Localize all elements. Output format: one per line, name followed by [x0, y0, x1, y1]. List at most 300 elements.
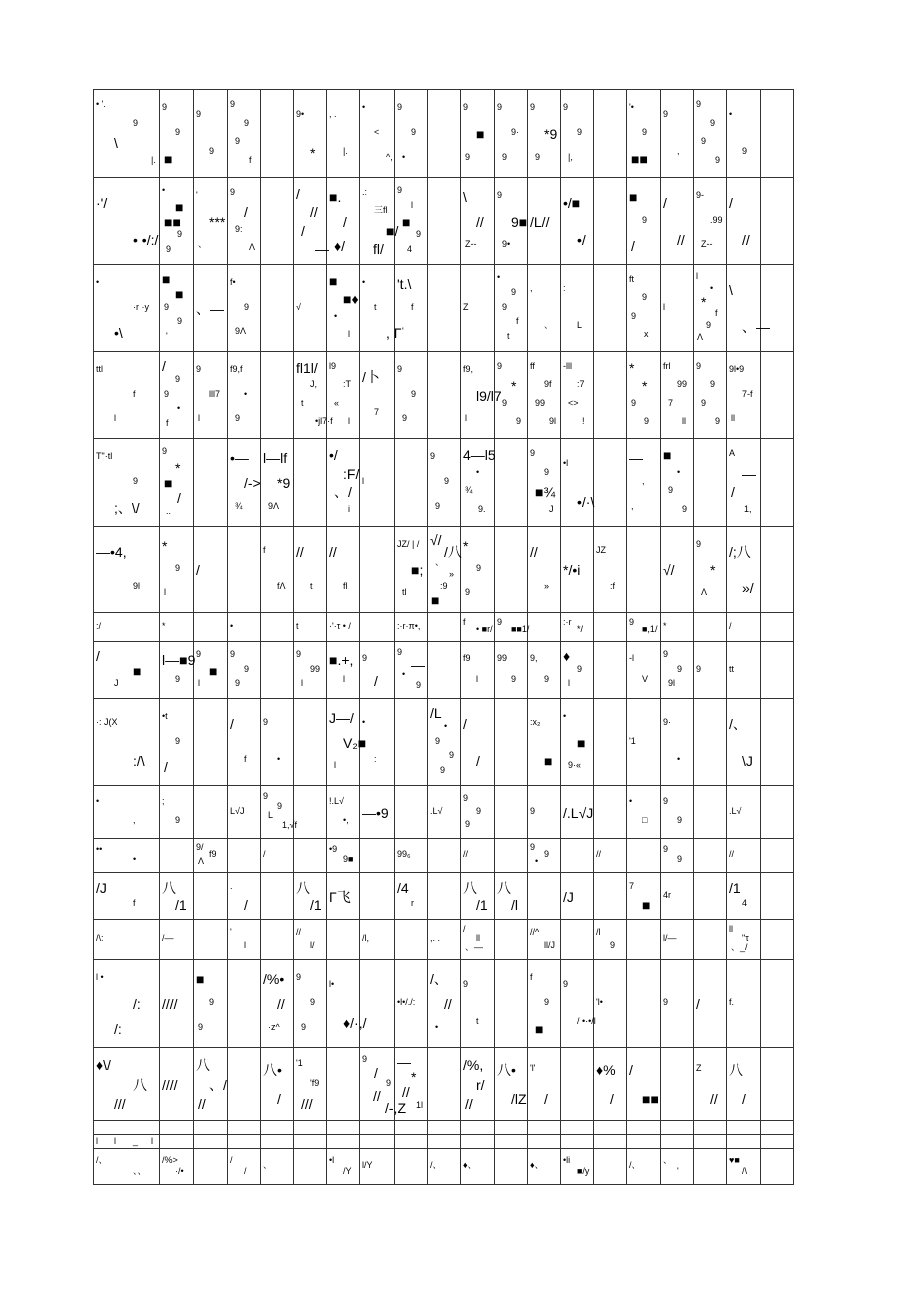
table-cell: [428, 920, 461, 960]
table-cell: [428, 960, 461, 1048]
text-fragment: /: [463, 716, 467, 732]
text-fragment: ■: [209, 663, 218, 679]
text-fragment: ***: [209, 214, 226, 230]
table-cell: [761, 178, 794, 265]
table-cell: [228, 352, 261, 439]
text-fragment: •/·\: [577, 494, 595, 510]
cell-content: [694, 960, 726, 1047]
table-cell: [594, 1149, 627, 1185]
text-fragment: .L√: [729, 806, 742, 816]
cell-content: [194, 642, 227, 698]
text-fragment: 9: [710, 379, 716, 389]
text-fragment: /: [164, 759, 168, 775]
text-fragment: 9■: [343, 854, 354, 864]
cell-content: [360, 527, 394, 612]
cell-content: [561, 1149, 593, 1184]
text-fragment: ·/•: [175, 1166, 184, 1176]
table-cell: [395, 90, 428, 178]
table-cell: [395, 1149, 428, 1185]
text-fragment: •\: [114, 325, 123, 341]
cell-content: [327, 1121, 359, 1134]
text-fragment: 9: [397, 647, 403, 657]
text-fragment: /-,Z: [385, 1100, 406, 1116]
cell-content: [727, 352, 760, 438]
table-cell: [761, 1121, 794, 1135]
cell-content: [395, 439, 427, 526]
text-fragment: 9: [668, 485, 674, 495]
text-fragment: ■.+,: [329, 652, 354, 668]
cell-content: [461, 527, 494, 612]
text-fragment: ///: [301, 1096, 313, 1112]
text-fragment: 9: [430, 451, 436, 461]
text-fragment: •: [476, 467, 480, 477]
text-fragment: •: [244, 389, 248, 399]
table-cell: [194, 265, 228, 352]
text-fragment: fl1l/: [296, 360, 318, 376]
cell-content: [528, 352, 560, 438]
text-fragment: */: [577, 624, 584, 634]
text-fragment: 9: [244, 664, 250, 674]
text-fragment: 9:: [235, 224, 243, 234]
cell-content: [360, 1149, 394, 1184]
text-fragment: 、: [663, 1155, 673, 1165]
text-fragment: /L//: [530, 214, 550, 230]
cell-content: [327, 1135, 359, 1148]
text-fragment: /—: [162, 933, 174, 943]
text-fragment: 、/: [209, 1077, 227, 1093]
text-fragment: fΛ: [277, 581, 286, 591]
text-fragment: 9: [663, 109, 669, 119]
text-fragment: ·z^: [268, 1022, 280, 1032]
text-fragment: /、: [629, 1160, 641, 1170]
cell-content: [261, 786, 297, 838]
cell-content: [761, 1048, 793, 1120]
text-fragment: •l: [563, 458, 569, 468]
text-fragment: *: [642, 378, 648, 394]
cell-content: [627, 1135, 660, 1148]
text-fragment: f: [715, 308, 718, 318]
text-fragment: , .: [329, 109, 337, 119]
cell-content: [594, 178, 626, 264]
text-fragment: ■: [629, 189, 638, 205]
table-cell: [228, 699, 261, 786]
cell-content: [94, 642, 159, 698]
cell-content: [627, 839, 660, 872]
text-fragment: :f: [610, 581, 616, 591]
cell-content: [327, 90, 359, 177]
cell-content: [661, 873, 693, 919]
cell-content: [761, 786, 793, 838]
table-cell: [761, 352, 794, 439]
text-fragment: —: [629, 450, 643, 466]
text-fragment: ■: [162, 271, 171, 287]
text-fragment: ♦、: [530, 1160, 544, 1170]
cell-content: [661, 90, 693, 177]
text-fragment: •: [677, 467, 681, 477]
cell-content: [627, 1121, 660, 1134]
text-fragment: •: [629, 796, 633, 806]
text-fragment: !: [582, 416, 585, 426]
text-fragment: //: [742, 232, 750, 248]
table-cell: [395, 439, 428, 527]
text-fragment: J: [114, 678, 119, 688]
cell-content: [594, 873, 626, 919]
text-fragment: /: [177, 490, 181, 506]
text-fragment: //: [296, 544, 304, 560]
text-fragment: /%,: [463, 1057, 484, 1073]
cell-content: [194, 839, 227, 872]
text-fragment: fl/: [373, 241, 384, 257]
cell-content: [727, 613, 760, 641]
cell-content: [261, 265, 293, 351]
text-fragment: •: [710, 283, 714, 293]
cell-content: [294, 642, 326, 698]
text-fragment: f: [530, 972, 533, 982]
cell-content: [360, 1048, 406, 1120]
table-cell: [661, 920, 694, 960]
table-cell: [94, 839, 160, 873]
text-fragment: :: [374, 754, 377, 764]
table-cell: [627, 1048, 661, 1121]
text-fragment: •l: [329, 1155, 335, 1165]
text-fragment: »: [449, 569, 455, 579]
cell-content: [261, 90, 293, 177]
text-fragment: 9-: [696, 190, 705, 200]
table-cell: [428, 839, 461, 873]
cell-content: [528, 439, 560, 526]
text-fragment: ■♦: [343, 291, 359, 307]
cell-content: [495, 1121, 527, 1134]
text-fragment: Γ飞: [329, 889, 351, 905]
text-fragment: T"·tl: [96, 451, 113, 461]
table-cell: [428, 873, 461, 920]
table-cell: [661, 1121, 694, 1135]
text-fragment: -lll: [563, 361, 572, 371]
text-fragment: 9: [502, 398, 508, 408]
text-fragment: l•: [329, 979, 335, 989]
table-cell: [495, 1135, 528, 1149]
text-fragment: 9: [133, 118, 139, 128]
cell-content: [360, 873, 394, 919]
cell-content: [661, 178, 693, 264]
cell-content: [594, 527, 626, 612]
cell-content: [261, 1121, 293, 1134]
table-cell: [294, 839, 327, 873]
table-row: [94, 642, 794, 699]
cell-content: [160, 352, 193, 438]
cell-content: [228, 642, 260, 698]
table-cell: [727, 1149, 761, 1185]
cell-content: [228, 90, 260, 177]
cell-content: [528, 90, 560, 177]
text-fragment: ll: [731, 413, 735, 423]
table-cell: [694, 960, 727, 1048]
text-fragment: ■,1/: [642, 624, 658, 634]
table-cell: [194, 90, 228, 178]
table-cell: [461, 786, 495, 839]
cell-content: [495, 873, 527, 919]
table-cell: [627, 920, 661, 960]
text-fragment: / •·•/l: [577, 1016, 596, 1026]
cell-content: [727, 642, 760, 698]
table-cell: [661, 699, 694, 786]
cell-content: [194, 699, 227, 785]
text-fragment: ·: J(X: [96, 717, 118, 727]
text-fragment: 9: [696, 664, 702, 674]
cell-content: [761, 920, 793, 959]
text-fragment: 9: [677, 664, 683, 674]
text-fragment: l: [151, 1136, 153, 1146]
table-cell: [94, 1048, 160, 1121]
cell-content: [228, 265, 260, 351]
cell-content: [661, 527, 693, 612]
text-fragment: 9: [416, 229, 422, 239]
table-cell: [694, 1135, 727, 1149]
text-fragment: .: [230, 881, 233, 891]
text-fragment: 9•: [502, 239, 511, 249]
cell-content: [94, 960, 159, 1047]
text-fragment: ,: [631, 501, 634, 511]
text-fragment: f.: [729, 997, 735, 1007]
text-fragment: 9: [263, 717, 269, 727]
text-fragment: ♦/·,/: [343, 1015, 367, 1031]
table-cell: [495, 352, 528, 439]
text-fragment: ·'/: [96, 195, 108, 211]
table-cell: [461, 352, 502, 439]
text-fragment: ..: [166, 506, 172, 516]
table-cell: [360, 90, 395, 178]
text-fragment: ■: [196, 971, 205, 987]
table-cell: [727, 642, 761, 699]
text-fragment: .:: [362, 187, 368, 197]
cell-content: [694, 527, 726, 612]
table-cell: [294, 1135, 327, 1149]
text-fragment: 9,: [530, 653, 538, 663]
cell-content: [294, 265, 326, 351]
table-cell: [228, 1135, 261, 1149]
cell-content: [327, 960, 367, 1047]
table-cell: [428, 352, 461, 439]
table-cell: [694, 1149, 727, 1185]
table-cell: [727, 873, 761, 920]
text-fragment: '•: [629, 102, 634, 112]
table-cell: [395, 642, 428, 699]
table-cell: [727, 178, 761, 265]
text-fragment: \: [114, 135, 118, 151]
cell-content: [528, 1048, 560, 1120]
text-fragment: 9•: [296, 109, 305, 119]
table-cell: [261, 265, 294, 352]
text-fragment: ttl: [96, 364, 104, 374]
text-fragment: 9: [530, 448, 536, 458]
cell-content: [694, 786, 726, 838]
table-cell: [228, 178, 261, 265]
cell-content: [528, 699, 560, 785]
table-cell: [294, 920, 327, 960]
cell-content: [495, 920, 527, 959]
text-fragment: —•9: [362, 805, 389, 821]
cell-content: [727, 786, 760, 838]
table-cell: [94, 642, 160, 699]
table-cell: [561, 920, 594, 960]
cell-content: [627, 873, 660, 919]
text-fragment: ////: [162, 996, 178, 1012]
cell-content: [428, 960, 460, 1047]
text-fragment: /1: [476, 897, 488, 913]
table-row: [94, 613, 794, 642]
table-cell: [327, 439, 360, 527]
cell-content: [94, 527, 159, 612]
cell-content: [761, 352, 793, 438]
cell-content: [727, 873, 760, 919]
table-cell: [327, 527, 360, 613]
text-fragment: l: [198, 413, 200, 423]
table-cell: [194, 873, 228, 920]
table-cell: [327, 839, 360, 873]
text-fragment: •: [96, 796, 100, 806]
table-cell: [727, 527, 761, 613]
table-cell: [294, 873, 327, 920]
text-fragment: ■: [164, 151, 173, 167]
cell-content: [194, 920, 227, 959]
text-fragment: '1: [629, 736, 636, 746]
cell-content: [294, 527, 326, 612]
table-cell: [395, 178, 428, 265]
text-fragment: 三fl: [374, 205, 388, 215]
text-fragment: -l: [629, 653, 634, 663]
text-fragment: _: [133, 1136, 139, 1146]
cell-content: [294, 439, 326, 526]
text-fragment: ^,: [386, 152, 393, 162]
cell-content: [461, 920, 494, 959]
text-fragment: ;、\/: [114, 500, 140, 516]
text-fragment: /.L√J: [563, 805, 594, 821]
cell-content: [228, 439, 260, 526]
table-cell: [661, 1149, 694, 1185]
cell-content: [327, 873, 359, 919]
table-cell: [228, 90, 261, 178]
text-fragment: 9: [710, 118, 716, 128]
table-cell: [261, 1121, 294, 1135]
text-fragment: //: [463, 849, 469, 859]
text-fragment: .L√: [430, 806, 443, 816]
text-fragment: :/: [96, 621, 102, 631]
text-fragment: •: [362, 277, 366, 287]
text-fragment: !.L√: [329, 796, 344, 806]
cell-content: [727, 265, 770, 351]
table-cell: [461, 699, 495, 786]
text-fragment: /: [263, 849, 266, 859]
text-fragment: /:: [114, 1021, 122, 1037]
cell-content: [428, 439, 460, 526]
text-fragment: l •: [96, 972, 104, 982]
cell-content: [360, 90, 394, 177]
cell-content: [627, 439, 660, 526]
cell-content: [428, 839, 460, 872]
cell-content: [528, 1149, 560, 1184]
cell-content: [461, 265, 494, 351]
cell-content: [495, 699, 527, 785]
table-cell: [461, 439, 495, 527]
cell-content: [561, 90, 593, 177]
text-fragment: 、: [263, 1160, 273, 1170]
cell-content: [428, 1149, 460, 1184]
text-fragment: 、: [435, 557, 445, 567]
cell-content: [694, 90, 726, 177]
table-cell: [294, 786, 327, 839]
cell-content: [661, 613, 693, 641]
text-fragment: 9: [196, 109, 202, 119]
table-cell: [528, 178, 561, 265]
text-fragment: •/: [577, 232, 586, 248]
text-fragment: l/: [310, 940, 315, 950]
text-fragment: /1: [310, 897, 322, 913]
cell-content: [594, 920, 626, 959]
table-cell: [94, 613, 160, 642]
table-cell: [360, 265, 402, 352]
cell-content: [761, 90, 793, 177]
text-fragment: 9l: [133, 581, 141, 591]
text-fragment: /: [374, 1065, 378, 1081]
cell-content: [761, 839, 793, 872]
cell-content: [294, 178, 329, 264]
table-cell: [94, 178, 160, 265]
text-fragment: t: [507, 331, 510, 341]
cell-content: [627, 352, 660, 438]
table-cell: [360, 613, 395, 642]
table-cell: [327, 90, 360, 178]
text-fragment: l/Y: [362, 1160, 373, 1170]
text-fragment: /%>: [162, 1155, 178, 1165]
cell-content: [160, 265, 193, 351]
text-fragment: /: [196, 562, 200, 578]
table-cell: [261, 178, 294, 265]
text-fragment: 9: [198, 1022, 204, 1032]
text-fragment: /lZ: [511, 1091, 527, 1107]
text-fragment: l: [696, 271, 698, 281]
cell-content: [327, 527, 359, 612]
text-fragment: l: [663, 302, 665, 312]
text-fragment: 9: [177, 229, 183, 239]
table-cell: [360, 1121, 395, 1135]
table-cell: [694, 352, 727, 439]
table-cell: [461, 1135, 495, 1149]
cell-content: [594, 439, 626, 526]
cell-content: [561, 960, 596, 1047]
cell-content: [428, 1135, 460, 1148]
cell-content: [694, 1048, 726, 1120]
table-cell: [594, 1048, 627, 1121]
cell-content: [194, 873, 227, 919]
table-row: [94, 439, 794, 527]
cell-content: [428, 873, 460, 919]
text-fragment: L√J: [230, 806, 245, 816]
table-cell: [360, 178, 399, 265]
table-cell: [761, 873, 794, 920]
table-cell: [160, 786, 194, 839]
table-cell: [327, 699, 367, 786]
table-cell: [495, 960, 528, 1048]
text-fragment: /: [742, 1091, 746, 1107]
table-cell: [327, 1048, 360, 1121]
cell-content: [694, 699, 726, 785]
text-fragment: ■/y: [577, 1166, 590, 1176]
text-fragment: J,: [310, 379, 318, 389]
table-cell: [694, 839, 727, 873]
text-fragment: 八•: [263, 1062, 282, 1078]
table-row: [94, 1135, 794, 1149]
text-fragment: 9l•9: [729, 364, 745, 374]
